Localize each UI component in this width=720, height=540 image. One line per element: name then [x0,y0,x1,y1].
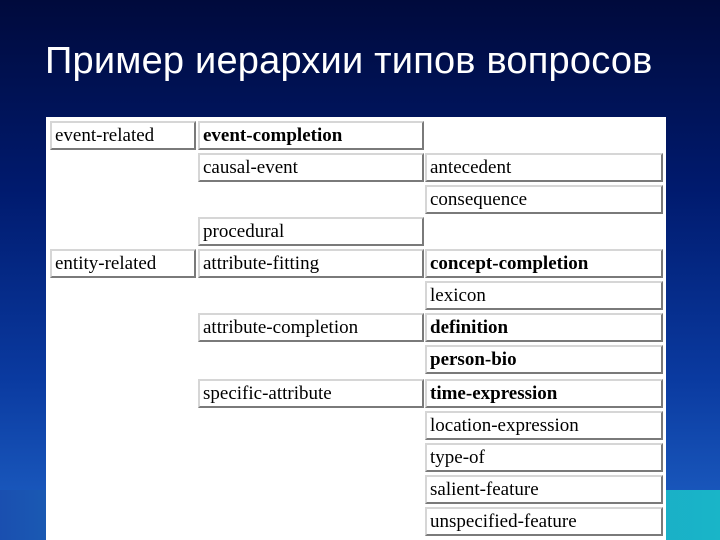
table-cell-consequence: consequence [425,185,663,214]
hierarchy-table [46,117,666,540]
slide-title: Пример иерархии типов вопросов [45,40,653,82]
table-cell-salient-feature: salient-feature [425,475,663,504]
table-cell-location-expression: location-expression [425,411,663,440]
table-cell-antecedent: antecedent [425,153,663,182]
table-cell-entity-related: entity-related [50,249,196,278]
table-cell-attribute-completion: attribute-completion [198,313,424,342]
table-cell-person-bio: person-bio [425,345,663,374]
table-cell-lexicon: lexicon [425,281,663,310]
table-cell-unspecified-feature: unspecified-feature [425,507,663,536]
table-cell-event-related: event-related [50,121,196,150]
table-cell-event-completion: event-completion [198,121,424,150]
table-cell-definition: definition [425,313,663,342]
table-cell-time-expression: time-expression [425,379,663,408]
table-cell-attribute-fitting: attribute-fitting [198,249,424,278]
table-cell-procedural: procedural [198,217,424,246]
table-cell-concept-completion: concept-completion [425,249,663,278]
table-cell-causal-event: causal-event [198,153,424,182]
table-cell-type-of: type-of [425,443,663,472]
table-cell-specific-attribute: specific-attribute [198,379,424,408]
